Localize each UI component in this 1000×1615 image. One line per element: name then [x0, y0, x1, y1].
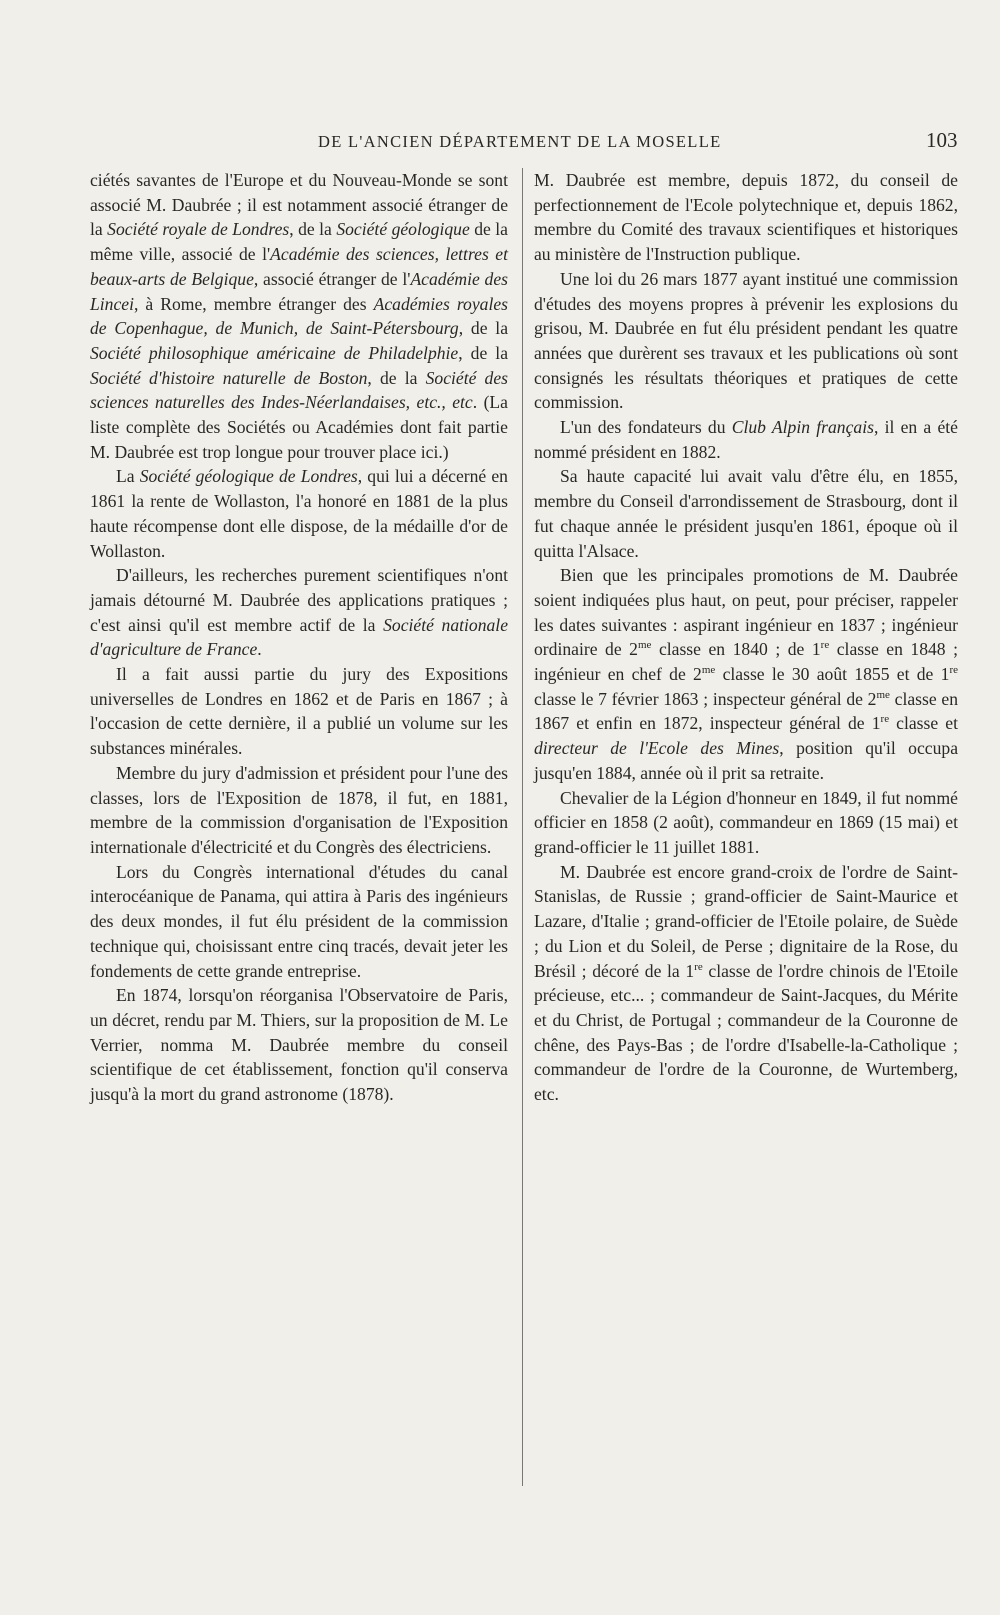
paragraph: M. Daubrée est encore grand-croix de l'ordre de Saint-Stanislas, de Russie ; grand-officier de Saint-Maurice et Lazare, d'Italie ; grand-officier de l'Etoile polaire, de Suède ; du Lion et du Soleil, de Perse ; dignitaire de la Rose, du Brésil ; décoré de la 1re classe de l'ordre chinois de l'Etoile précieuse, etc... ; commandeur de Saint-Jacques, du Mérite et du Christ, de Portugal ; commandeur de la Couronne de chêne, des Pays-Bas ; de l'ordre d'Isabelle-la-Catholique ; commandeur de l'ordre de la Couronne, de Wurtemberg, etc.: [534, 861, 959, 1105]
paragraph: Sa haute capacité lui avait valu d'être élu, en 1855, membre du Conseil d'arrondissement de Strasbourg, dont il fut chaque année le président jusqu'en 1861, époque où il quitta l'Alsace.: [534, 466, 958, 561]
paragraph: Lors du Congrès international d'études du canal interocéanique de Panama, qui attira à Paris des ingénieurs des deux mondes, il fut élu président de la commission technique qui, choisissant entre cinq tracés, devait jeter les fondements de cette grande entreprise.: [90, 861, 508, 981]
right-column: [534, 168, 958, 1107]
running-head: DE L'ANCIEN DÉPARTEMENT DE LA MOSELLE: [318, 132, 722, 151]
paragraph: Une loi du 26 mars 1877 ayant institué une commission d'études des moyens propres à prévenir les explosions du grisou, M. Daubrée en fut élu président pendant les quatre années que durèrent ses travaux et les publications où sont consignés les résultats théoriques et pratiques de cette commission.: [534, 268, 958, 413]
paragraph: Bien que les principales promotions de M. Daubrée soient indiquées plus haut, on peut, pour préciser, rappeler les dates suivantes : aspirant ingénieur en 1837 ; ingénieur ordinaire de $2^{me}$ classe en 1840 ; de 1re classe en 1848 ; ingénieur en chef de $2^{me}$ classe le 30 août 1855 et de 1re classe le 7 février 1863 ; inspecteur général de $2^{me}$ classe en 1867 et enfin en 1872, inspecteur général de 1re classe et directeur de l'Ecole des Mines, position qu'il occupa jusqu'en 1884, année où il prit sa retraite.: [534, 565, 959, 783]
page-header: [0, 128, 1000, 158]
paragraph: En 1874, lorsqu'on réorganisa l'Observatoire de Paris, un décret, rendu par M. Thiers, sur la proposition de M. Le Verrier, nomma M. Daubrée membre du conseil scientifique de cet établissement, fonction qu'il conserva jusqu'à la mort du grand astronome (1878).: [90, 985, 508, 1105]
paragraph: ciétés savantes de l'Europe et du Nouveau-Monde se sont associé M. Daubrée ; il est notamment associé étranger de la Société royale de Londres, de la Société géologique de la même ville, associé de l'Académie des sciences, lettres et beaux-arts de Belgique, associé étranger de l'Académie des Lincei, à Rome, membre étranger des Académies royales de Copenhague, de Munich, de Saint-Pétersbourg, de la Société philosophique américaine de Philadelphie, de la Société d'histoire naturelle de Boston, de la Société des sciences naturelles des Indes-Néerlandaises, etc., etc. (La liste complète des Sociétés ou Académies dont fait partie M. Daubrée est trop longue pour trouver place ici.): [90, 170, 509, 462]
paragraph: D'ailleurs, les recherches purement scientifiques n'ont jamais détourné M. Daubrée des applications pratiques ; c'est ainsi qu'il est membre actif de la Société nationale d'agriculture de France.: [90, 565, 508, 660]
paragraph: L'un des fondateurs du Club Alpin français, il en a été nommé président en 1882.: [534, 417, 958, 462]
paragraph: Chevalier de la Légion d'honneur en 1849, il fut nommé officier en 1858 (2 août), commandeur en 1869 (15 mai) et grand-officier le 11 juillet 1881.: [534, 787, 958, 857]
page-number: 103: [926, 128, 958, 152]
left-column: [90, 168, 508, 1107]
column-divider: [522, 168, 523, 1486]
paragraph: La Société géologique de Londres, qui lui a décerné en 1861 la rente de Wollaston, l'a honoré en 1881 de la plus haute récompense dont elle dispose, de la médaille d'or de Wollaston.: [90, 466, 508, 561]
paragraph: Membre du jury d'admission et président pour l'une des classes, lors de l'Exposition de 1878, il fut, en 1881, membre de la commission d'organisation de l'Exposition internationale d'électricité et du Congrès des électriciens.: [90, 762, 508, 857]
paragraph: M. Daubrée est membre, depuis 1872, du conseil de perfectionnement de l'Ecole polytechnique et, depuis 1862, membre du Comité des travaux scientifiques et historiques au ministère de l'Instruction publique.: [534, 170, 958, 265]
paragraph: Il a fait aussi partie du jury des Expositions universelles de Londres en 1862 et de Paris en 1867 ; à l'occasion de cette dernière, il a publié un volume sur les substances minérales.: [90, 664, 508, 759]
